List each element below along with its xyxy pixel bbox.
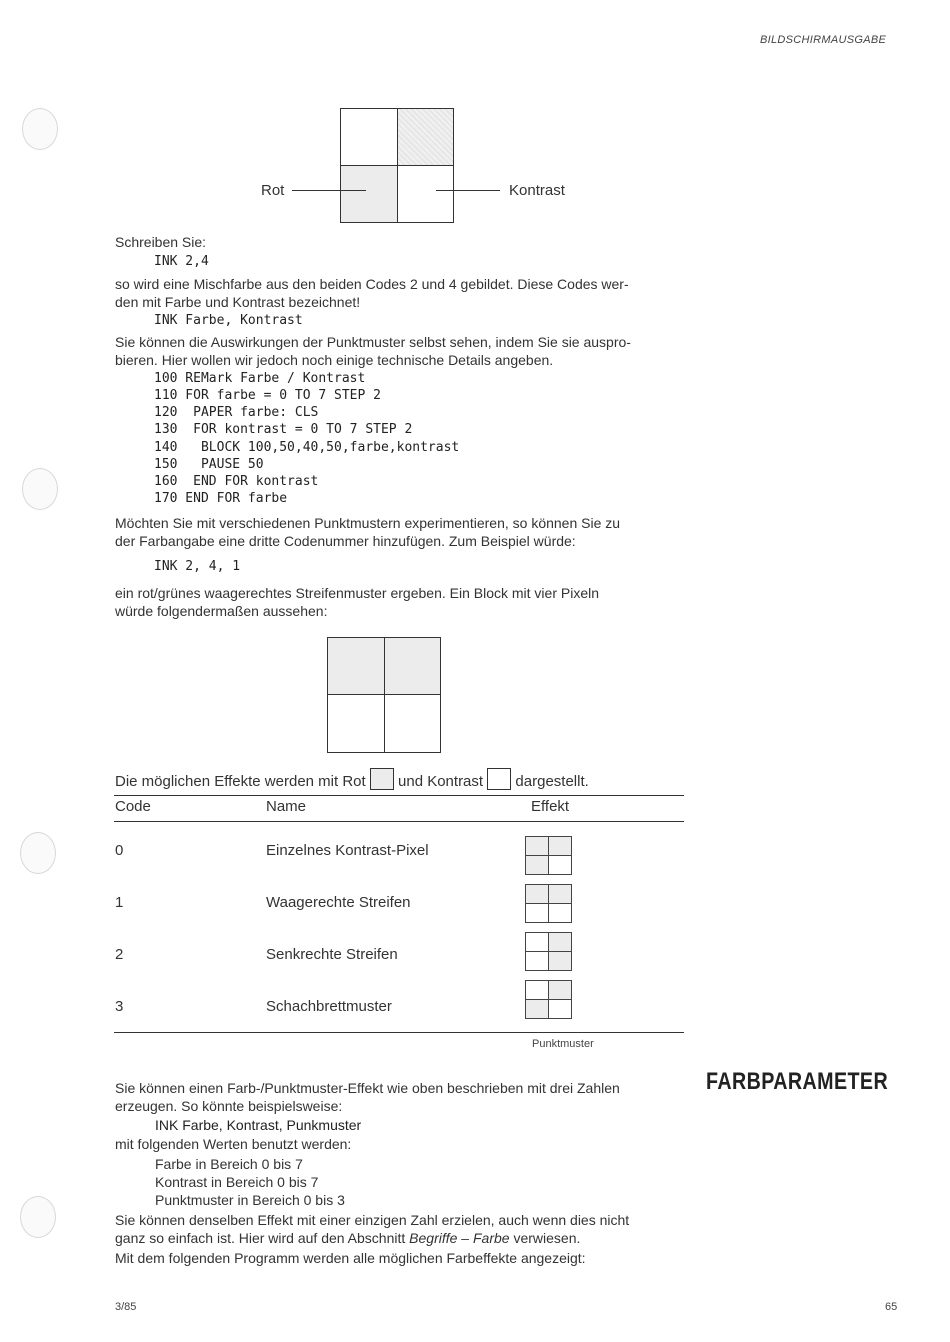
- page-number: 65: [885, 1301, 898, 1313]
- table-cell-name: Waagerechte Streifen: [266, 894, 411, 911]
- cross-reference: Begriffe – Farbe: [409, 1230, 510, 1246]
- table-header-name: Name: [266, 798, 307, 815]
- pixel-cell: [397, 108, 454, 166]
- paragraph: der Farbangabe eine dritte Codenummer hinzufügen. Zum Beispiel würde:: [115, 533, 576, 549]
- legend-line: [115, 768, 589, 791]
- program-line: 150 PAUSE 50: [154, 457, 264, 472]
- pattern-swatch: [525, 836, 573, 876]
- code-line: INK Farbe, Kontrast, Punkmuster: [155, 1117, 362, 1133]
- pixel-cell: [384, 694, 441, 753]
- pixel-cell: [327, 637, 385, 695]
- rot-swatch: [370, 768, 394, 790]
- paragraph-text: ganz so einfach ist. Hier wird auf den Abschnitt: [115, 1230, 410, 1246]
- pixel-cell: [397, 165, 454, 223]
- legend-text: Die möglichen Effekte werden mit Rot: [115, 773, 366, 790]
- table-cell-name: Schachbrettmuster: [266, 998, 392, 1015]
- binder-hole: [22, 468, 58, 510]
- program-line: 160 END FOR kontrast: [154, 474, 319, 489]
- range-item: Farbe in Bereich 0 bis 7: [155, 1156, 303, 1172]
- table-rule: [114, 821, 684, 822]
- code-line: INK 2, 4, 1: [154, 559, 241, 574]
- range-item: Punktmuster in Bereich 0 bis 3: [155, 1192, 345, 1208]
- program-line: 110 FOR farbe = 0 TO 7 STEP 2: [154, 388, 381, 403]
- footer-date: 3/85: [115, 1301, 137, 1313]
- program-line: 100 REMark Farbe / Kontrast: [154, 371, 366, 386]
- program-line: 130 FOR kontrast = 0 TO 7 STEP 2: [154, 422, 413, 437]
- paragraph: Sie können denselben Effekt mit einer einzigen Zahl erzielen, auch wenn dies nicht: [115, 1212, 630, 1228]
- running-header: BILDSCHIRMAUSGABE: [760, 34, 887, 46]
- paragraph: erzeugen. So könnte beispielsweise:: [115, 1098, 343, 1114]
- program-line: 140 BLOCK 100,50,40,50,farbe,kontrast: [154, 440, 460, 455]
- table-cell-code: 0: [115, 842, 124, 859]
- table-rule: [114, 1032, 684, 1033]
- paragraph: ein rot/grünes waagerechtes Streifenmuster ergeben. Ein Block mit vier Pixeln: [115, 585, 600, 601]
- label-rot: Rot: [261, 182, 285, 199]
- table-cell-name: Einzelnes Kontrast-Pixel: [266, 842, 429, 859]
- table-cell-code: 2: [115, 946, 124, 963]
- binder-hole: [20, 1196, 56, 1238]
- program-line: 170 END FOR farbe: [154, 491, 288, 506]
- pattern-swatch: [525, 980, 573, 1020]
- range-item: Kontrast in Bereich 0 bis 7: [155, 1174, 319, 1190]
- paragraph: würde folgendermaßen aussehen:: [115, 603, 328, 619]
- pattern-swatch: [525, 884, 573, 924]
- paragraph-text: verwiesen.: [509, 1230, 581, 1246]
- paragraph: [115, 1229, 580, 1247]
- program-line: 120 PAPER farbe: CLS: [154, 405, 319, 420]
- paragraph: Möchten Sie mit verschiedenen Punktmustern experimentieren, so können Sie zu: [115, 515, 621, 531]
- pixel-cell: [340, 165, 398, 223]
- paragraph: so wird eine Mischfarbe aus den beiden Codes 2 und 4 gebildet. Diese Codes wer-: [115, 276, 629, 292]
- table-rule: [114, 795, 684, 796]
- table-cell-code: 1: [115, 894, 124, 911]
- binder-hole: [20, 832, 56, 874]
- legend-text: dargestellt.: [515, 773, 589, 790]
- paragraph: den mit Farbe und Kontrast bezeichnet!: [115, 294, 361, 310]
- pixel-cell: [327, 694, 385, 753]
- legend-text: und Kontrast: [398, 773, 484, 790]
- paragraph: mit folgenden Werten benutzt werden:: [115, 1136, 352, 1152]
- pattern-swatch: [525, 932, 573, 972]
- code-line: INK 2,4: [154, 254, 209, 269]
- label-kontrast: Kontrast: [509, 182, 565, 199]
- kontrast-swatch: [487, 768, 511, 790]
- paragraph: Sie können die Auswirkungen der Punktmuster selbst sehen, indem Sie sie auspro-: [115, 334, 631, 350]
- paragraph: bieren. Hier wollen wir jedoch noch einige technische Details angeben.: [115, 352, 554, 368]
- table-caption: Punktmuster: [532, 1038, 594, 1050]
- binder-hole: [22, 108, 58, 150]
- table-header-effect: Effekt: [531, 798, 570, 815]
- leader-line: [292, 190, 366, 191]
- table-cell-code: 3: [115, 998, 124, 1015]
- table-cell-name: Senkrechte Streifen: [266, 946, 398, 963]
- pixel-cell: [384, 637, 441, 695]
- code-line: INK Farbe, Kontrast: [154, 313, 303, 328]
- paragraph: Schreiben Sie:: [115, 234, 207, 250]
- paragraph: Mit dem folgenden Programm werden alle möglichen Farbeffekte angezeigt:: [115, 1250, 586, 1266]
- pixel-cell: [340, 108, 398, 166]
- leader-line: [436, 190, 500, 191]
- section-title: FARBPARAMETER: [706, 1068, 889, 1095]
- paragraph: Sie können einen Farb-/Punktmuster-Effekt wie oben beschrieben mit drei Zahlen: [115, 1080, 620, 1096]
- table-header-code: Code: [115, 798, 151, 815]
